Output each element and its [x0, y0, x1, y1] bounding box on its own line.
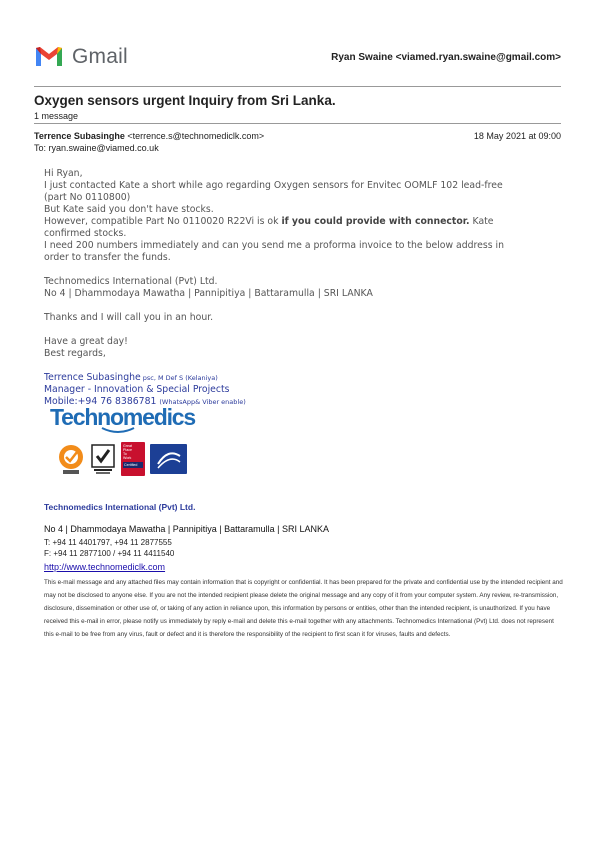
email-subject: Oxygen sensors urgent Inquiry from Sri Lanka.	[34, 93, 336, 108]
body-company: Technomedics International (Pvt) Ltd.	[44, 276, 218, 287]
signature-company: Technomedics International (Pvt) Ltd.	[44, 502, 196, 512]
signature-mobile-number: Mobile:+94 76 8386781	[44, 396, 157, 407]
sender-name: Terrence Subasinghe	[34, 131, 125, 141]
divider	[34, 86, 561, 87]
signature-qualifications: psc, M Def S (Kelaniya)	[140, 374, 218, 382]
body-text: However, compatible Part No 0110020 R22Vi is ok	[44, 216, 282, 227]
badge-text: Place	[123, 448, 132, 452]
body-greeting: Hi Ryan,	[44, 168, 83, 179]
signature-fax: F: +94 11 2877100 / +94 11 4411540	[44, 549, 175, 558]
message-date: 18 May 2021 at 09:00	[473, 131, 561, 141]
badge-text: Work	[123, 456, 132, 460]
body-closing: Best regards,	[44, 348, 106, 359]
iso-certification-icon	[90, 443, 116, 475]
great-place-to-work-badge	[121, 442, 145, 476]
website-link[interactable]: http://www.technomediclk.com	[44, 562, 166, 572]
divider	[34, 123, 561, 124]
body-line	[44, 216, 494, 228]
logo-swoosh-icon	[100, 426, 136, 434]
message-count: 1 message	[34, 111, 79, 121]
badge-text: Great	[123, 444, 132, 448]
sender-email: <terrence.s@technomediclk.com>	[127, 131, 265, 141]
body-line: (part No 0110800)	[44, 192, 131, 203]
sgs-certification-icon	[55, 443, 87, 475]
signature-mobile-note: (WhatsApp& Viber enable)	[159, 398, 246, 406]
gmail-logo-icon	[34, 44, 64, 68]
body-line: I just contacted Kate a short while ago regarding Oxygen sensors for Envitec OOMLF 102 lead-free	[44, 180, 503, 191]
legal-disclaimer: This e-mail message and any attached files may contain information that is copyright or confidential. It has been prepared for the private and confidential use by the intended recipient and may not be disclosed to anyone else. If you are not the intended recipient please delete the original message and any copy of it from your computer system. Any review, re-transmission, disclosure, dissemination or other use of, or taking of any action in reliance upon, this information by persons or entities, other than the intended recipient, is unauthorized. If you have received this e-mail in error, please notify us immediately by reply e-mail and delete this e-mail together with any attachments. Technomedics International (Pvt) Ltd. does not represent this e-mail to be free from any virus, fault or defect and it is therefore the responsibility of the recipient to first scan it for viruses, faults and defects.	[44, 579, 563, 638]
body-line: But Kate said you don't have stocks.	[44, 204, 214, 215]
sender	[34, 131, 264, 141]
badge-text: Certified	[123, 462, 143, 468]
signature-name	[44, 372, 218, 384]
body-line: I need 200 numbers immediately and can you send me a proforma invoice to the below address in	[44, 240, 504, 251]
body-text: Kate	[469, 216, 494, 227]
body-closing: Have a great day!	[44, 336, 128, 347]
award-badge-icon	[150, 444, 187, 474]
account-email: Ryan Swaine <viamed.ryan.swaine@gmail.com>	[331, 52, 561, 63]
gmail-wordmark: Gmail	[72, 45, 128, 68]
body-line: order to transfer the funds.	[44, 252, 171, 263]
body-emphasis: if you could provide with connector.	[281, 216, 470, 227]
body-address: No 4 | Dhammodaya Mawatha | Pannipitiya | Battaramulla | SRI LANKA	[44, 288, 373, 299]
recipient: To: ryan.swaine@viamed.co.uk	[34, 143, 159, 153]
body-line: confirmed stocks.	[44, 228, 127, 239]
signature-address: No 4 | Dhammodaya Mawatha | Pannipitiya | Battaramulla | SRI LANKA	[44, 524, 329, 534]
technomedics-logo: Technomedics	[50, 404, 195, 430]
signature-telephone: T: +94 11 4401797, +94 11 2877555	[44, 538, 172, 547]
badge-text: To	[123, 452, 127, 456]
body-thanks: Thanks and I will call you in an hour.	[44, 312, 214, 323]
signature-title: Manager - Innovation & Special Projects	[44, 384, 230, 395]
signature-name-text: Terrence Subasinghe	[44, 372, 141, 383]
